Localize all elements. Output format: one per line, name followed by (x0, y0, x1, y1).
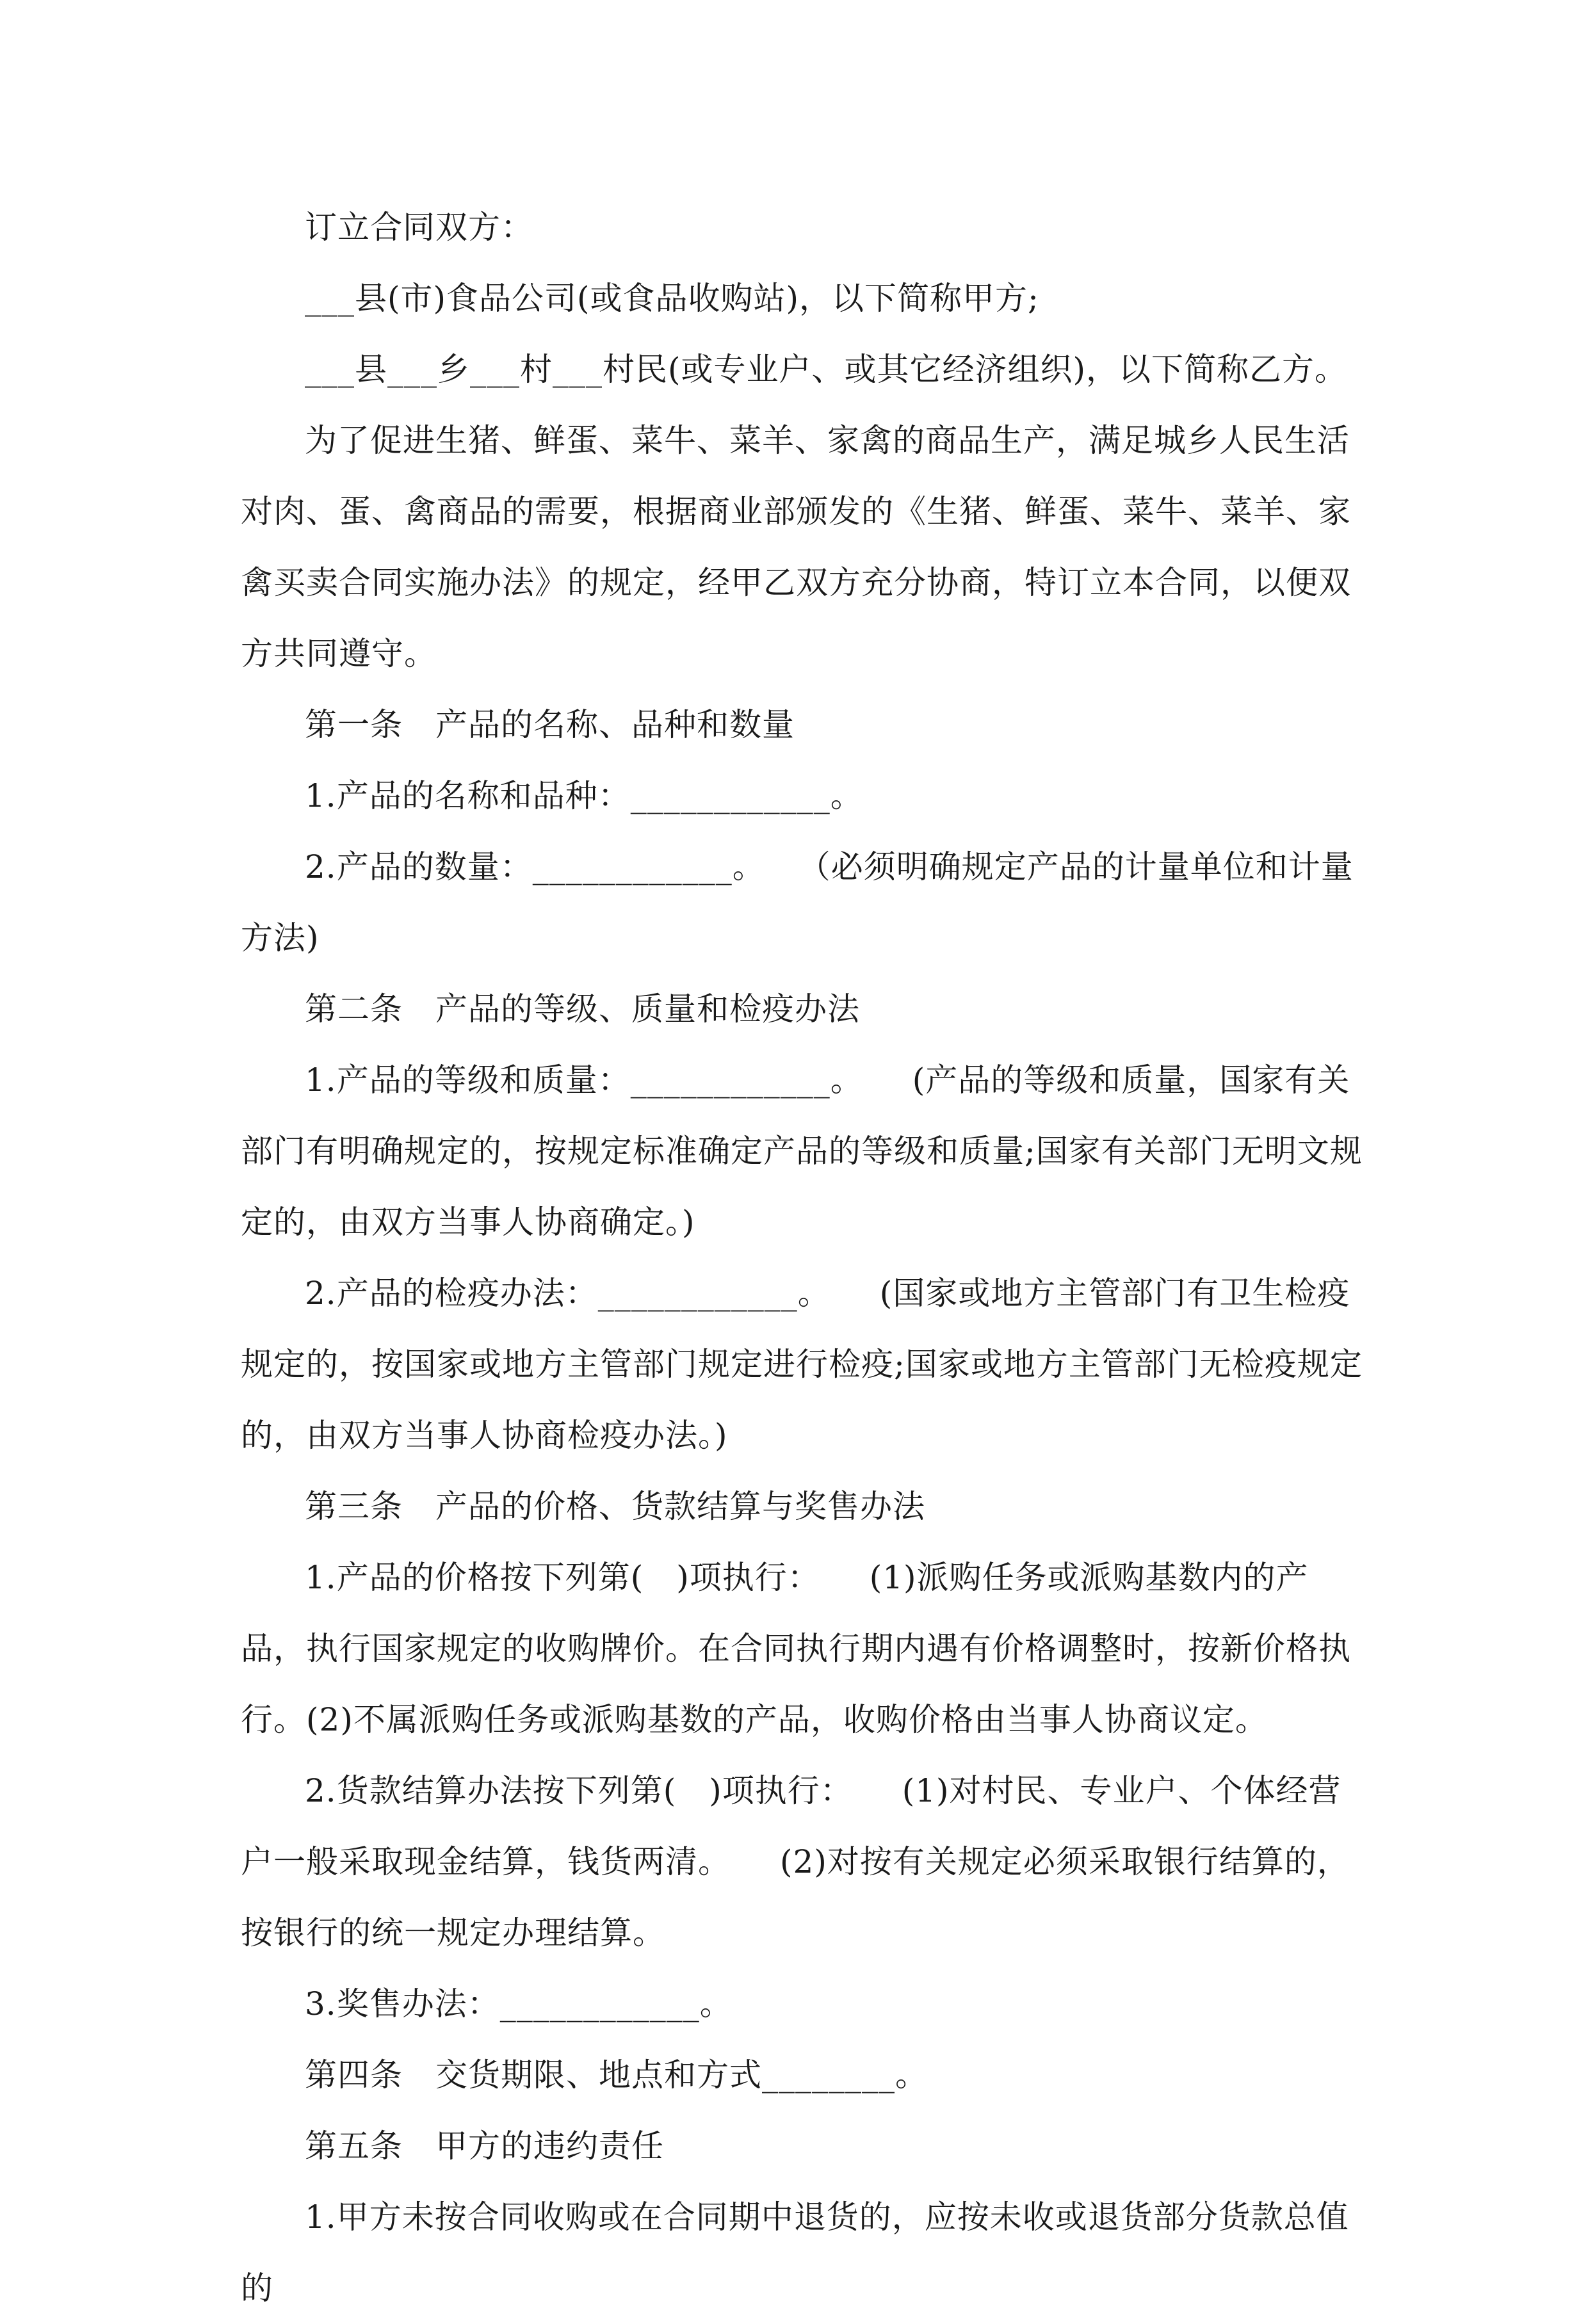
paragraph-parties-heading: 订立合同双方： (305, 209, 533, 246)
paragraph-party-b: ___县___乡___村___村民(或专业户、或其它经济组织)，以下简称乙方。 (305, 351, 1348, 388)
article-3-item-3: 3.奖售办法：____________。 (305, 1985, 733, 2022)
article-1-item-2: 2.产品的数量：____________。 （必须明确规定产品的计量单位和计量方法) (241, 848, 1354, 956)
paragraph-party-a: ___县(市)食品公司(或食品收购站)，以下简称甲方; (305, 280, 1039, 317)
article-5-heading: 第五条 甲方的违约责任 (305, 2127, 664, 2165)
paragraph-preamble: 为了促进生猪、鲜蛋、菜牛、菜羊、家禽的商品生产，满足城乡人民生活对肉、蛋、禽商品的需要，根据商业部颁发的《生猪、鲜蛋、菜牛、菜羊、家禽买卖合同实施办法》的规定，经甲乙双方充分协商，特订立本合同，以便双方共同遵守。 (241, 422, 1351, 672)
article-3-item-2: 2.货款结算办法按下列第( )项执行： (1)对村民、专业户、个体经营户一般采取现金结算，钱货两清。 (2)对按有关规定必须采取银行结算的，按银行的统一规定办理结算。 (241, 1772, 1350, 1951)
article-1-heading: 第一条 产品的名称、品种和数量 (305, 706, 795, 743)
article-3-heading: 第三条 产品的价格、货款结算与奖售办法 (305, 1488, 925, 1525)
article-5-item-1: 1.甲方未按合同收购或在合同期中退货的，应按未收或退货部分货款总值的 (241, 2199, 1349, 2307)
article-1-item-1: 1.产品的名称和品种：____________。 (305, 777, 863, 814)
contract-body (241, 192, 1368, 2324)
article-3-item-1: 1.产品的价格按下列第( )项执行： (1)派购任务或派购基数内的产品，执行国家规定的收购牌价。在合同执行期内遇有价格调整时，按新价格执行。(2)不属派购任务或派购基数的产品，收购价格由当事人协商议定。 (241, 1559, 1351, 1738)
article-4-heading: 第四条 交货期限、地点和方式________。 (305, 2056, 928, 2094)
article-2-item-2: 2.产品的检疫办法：____________。 (国家或地方主管部门有卫生检疫规定的，按国家或地方主管部门规定进行检疫;国家或地方主管部门无检疫规定的，由双方当事人协商检疫办法。) (241, 1275, 1363, 1454)
article-2-heading: 第二条 产品的等级、质量和检疫办法 (305, 990, 860, 1028)
article-2-item-1: 1.产品的等级和质量：____________。 (产品的等级和质量，国家有关部门有明确规定的，按规定标准确定产品的等级和质量;国家有关部门无明文规定的，由双方当事人协商确定。) (241, 1061, 1363, 1241)
